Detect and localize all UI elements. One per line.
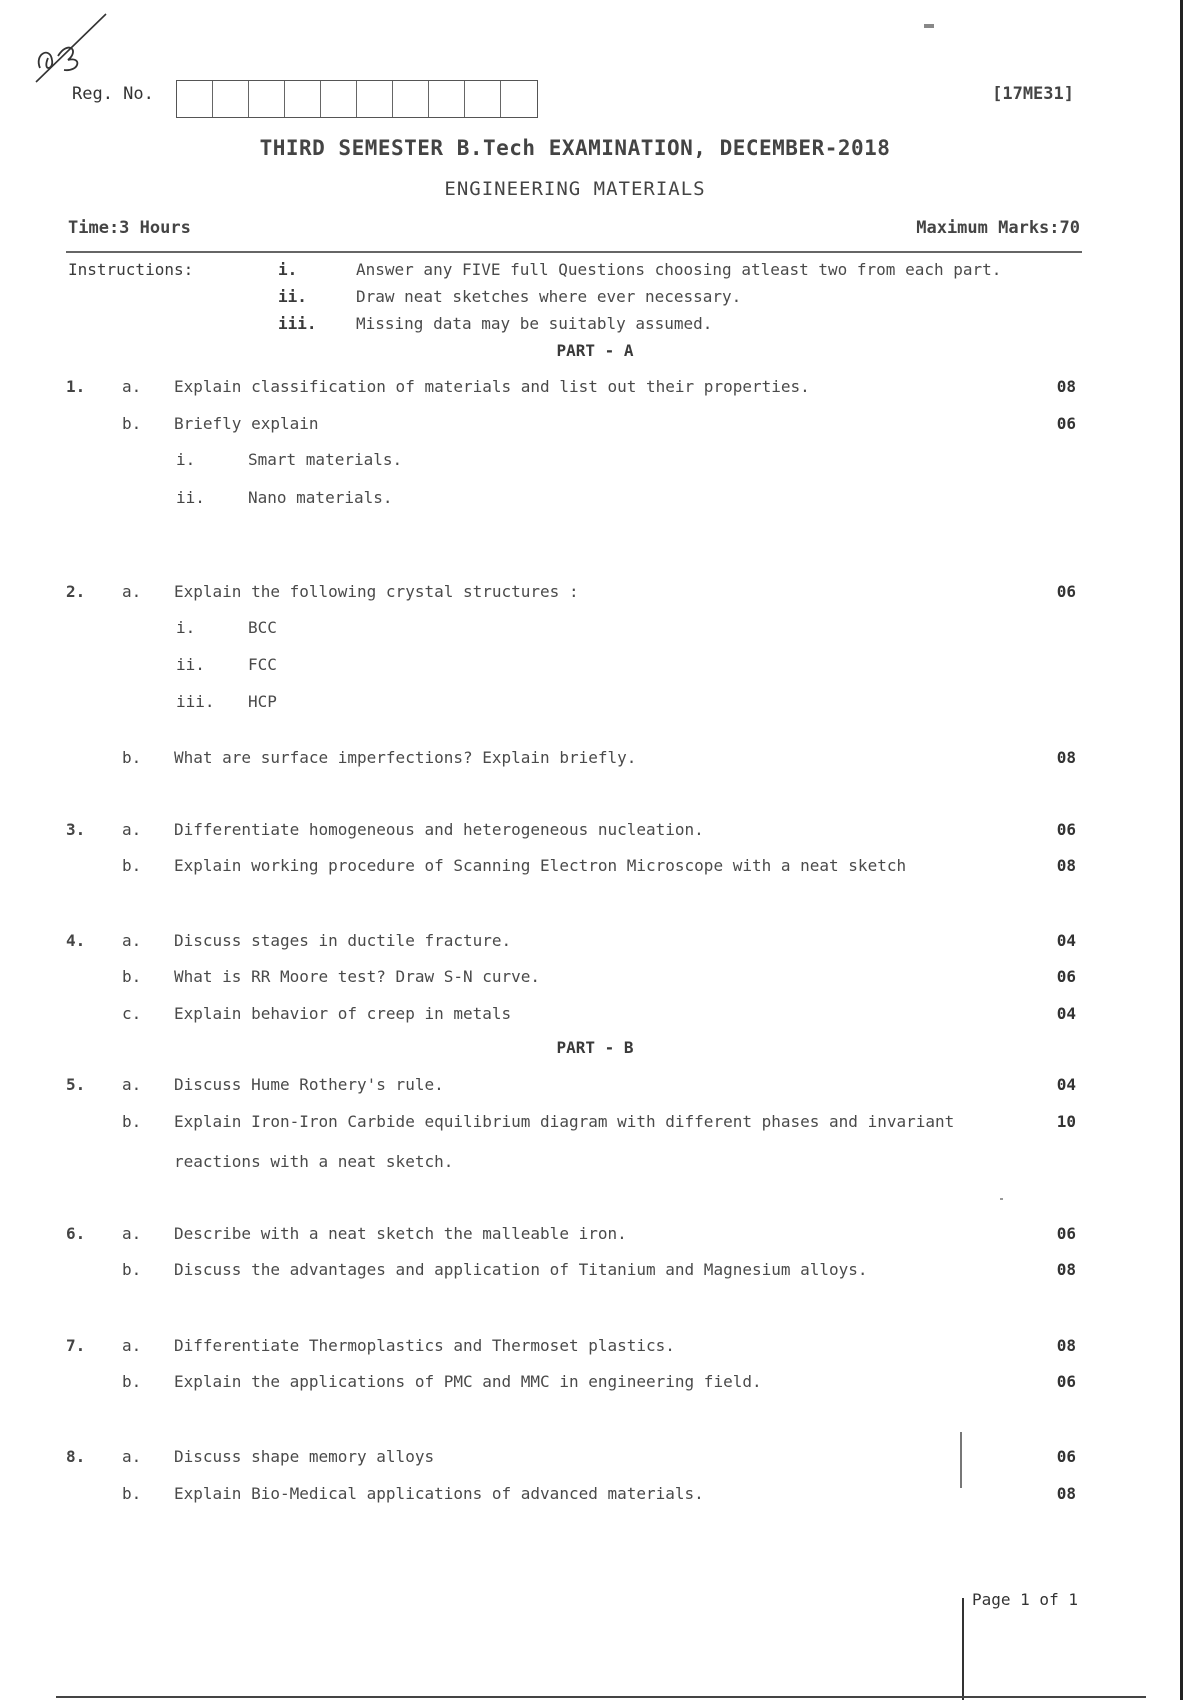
header-divider [66,251,1082,253]
reg-box [321,81,357,117]
reg-no-boxes [176,80,538,118]
scan-artifact [960,1432,962,1488]
question-text: Briefly explain [174,414,319,433]
part-b-heading: PART - B [556,1038,634,1057]
instruction-number: ii. [278,287,307,306]
sub-item-text: BCC [248,618,277,637]
exam-title: THIRD SEMESTER B.Tech EXAMINATION, DECEMBER-2018 [259,136,891,160]
bottom-border [56,1696,1146,1698]
sub-question-label: b. [122,967,142,986]
sub-question-label: b. [122,1372,142,1391]
question-number: 5. [66,1075,86,1094]
sub-item-number: i. [176,618,196,637]
part-a-heading: PART - A [556,341,634,360]
question-text-continued: reactions with a neat sketch. [174,1152,454,1171]
question-marks: 10 [1056,1112,1076,1131]
sub-question-label: b. [122,1484,142,1503]
sub-item-number: i. [176,450,196,469]
question-text: Explain the applications of PMC and MMC in engineering field. [174,1372,762,1391]
sub-question-label: a. [122,582,142,601]
question-text: Explain behavior of creep in metals [174,1004,512,1023]
instructions-label: Instructions: [68,260,194,279]
question-text: Differentiate Thermoplastics and Thermoset plastics. [174,1336,675,1355]
sub-question-label: a. [122,377,142,396]
question-marks: 08 [1056,1484,1076,1503]
question-marks: 04 [1056,1004,1076,1023]
question-number: 4. [66,931,86,950]
sub-question-label: b. [122,748,142,767]
question-marks: 08 [1056,1336,1076,1355]
question-marks: 06 [1056,967,1076,986]
subject-title: ENGINEERING MATERIALS [444,178,706,200]
question-text: Explain the following crystal structures : [174,582,579,601]
question-marks: 04 [1056,931,1076,950]
time-allowed: Time:3 Hours [68,218,191,238]
sub-item-text: Smart materials. [248,450,403,469]
question-marks: 06 [1056,582,1076,601]
question-text: Discuss stages in ductile fracture. [174,931,512,950]
question-text: Discuss the advantages and application of Titanium and Magnesium alloys. [174,1260,868,1279]
question-number: 7. [66,1336,86,1355]
reg-box [285,81,321,117]
footer-divider [962,1598,964,1700]
scan-artifact [924,24,934,28]
sub-item-number: ii. [176,655,205,674]
question-marks: 08 [1056,856,1076,875]
question-number: 3. [66,820,86,839]
question-text: Explain Bio-Medical applications of advanced materials. [174,1484,704,1503]
question-text: Differentiate homogeneous and heterogeneous nucleation. [174,820,704,839]
question-text: Discuss shape memory alloys [174,1447,435,1466]
instruction-text: Missing data may be suitably assumed. [356,314,713,333]
maximum-marks: Maximum Marks:70 [916,218,1080,238]
question-marks: 06 [1056,414,1076,433]
sub-item-text: FCC [248,655,277,674]
question-text: Describe with a neat sketch the malleable iron. [174,1224,627,1243]
question-marks: 04 [1056,1075,1076,1094]
question-marks: 08 [1056,377,1076,396]
reg-box [393,81,429,117]
scan-edge [1180,0,1183,1700]
question-text: Discuss Hume Rothery's rule. [174,1075,444,1094]
sub-item-number: iii. [176,692,215,711]
question-number: 8. [66,1447,86,1466]
reg-box [249,81,285,117]
page-number: Page 1 of 1 [972,1590,1078,1609]
sub-question-label: b. [122,1260,142,1279]
reg-box [429,81,465,117]
question-marks: 08 [1056,748,1076,767]
instruction-number: i. [278,260,298,279]
instruction-number: iii. [278,314,317,333]
sub-question-label: a. [122,1224,142,1243]
instruction-text: Draw neat sketches where ever necessary. [356,287,742,306]
question-text: Explain Iron-Iron Carbide equilibrium diagram with different phases and invariant [174,1112,955,1131]
question-marks: 06 [1056,1372,1076,1391]
reg-box [501,81,537,117]
sub-question-label: b. [122,856,142,875]
question-marks: 06 [1056,1224,1076,1243]
reg-box [357,81,393,117]
question-number: 6. [66,1224,86,1243]
sub-question-label: b. [122,414,142,433]
question-text: Explain classification of materials and list out their properties. [174,377,810,396]
sub-question-label: a. [122,820,142,839]
sub-item-number: ii. [176,488,205,507]
handwritten-mark-icon [28,10,118,90]
sub-question-label: a. [122,1447,142,1466]
question-number: 2. [66,582,86,601]
sub-item-text: Nano materials. [248,488,393,507]
paper-code: [17ME31] [992,84,1074,104]
instruction-text: Answer any FIVE full Questions choosing atleast two from each part. [356,260,1002,279]
question-text: Explain working procedure of Scanning Electron Microscope with a neat sketch [174,856,907,875]
question-text: What is RR Moore test? Draw S-N curve. [174,967,541,986]
question-marks: 06 [1056,1447,1076,1466]
reg-box [177,81,213,117]
reg-box [213,81,249,117]
sub-item-text: HCP [248,692,277,711]
sub-question-label: b. [122,1112,142,1131]
scan-artifact [1000,1198,1003,1200]
reg-box [465,81,501,117]
sub-question-label: a. [122,931,142,950]
sub-question-label: c. [122,1004,142,1023]
sub-question-label: a. [122,1336,142,1355]
question-marks: 06 [1056,820,1076,839]
sub-question-label: a. [122,1075,142,1094]
question-text: What are surface imperfections? Explain briefly. [174,748,637,767]
question-marks: 08 [1056,1260,1076,1279]
reg-no-label: Reg. No. [72,84,154,104]
question-number: 1. [66,377,86,396]
